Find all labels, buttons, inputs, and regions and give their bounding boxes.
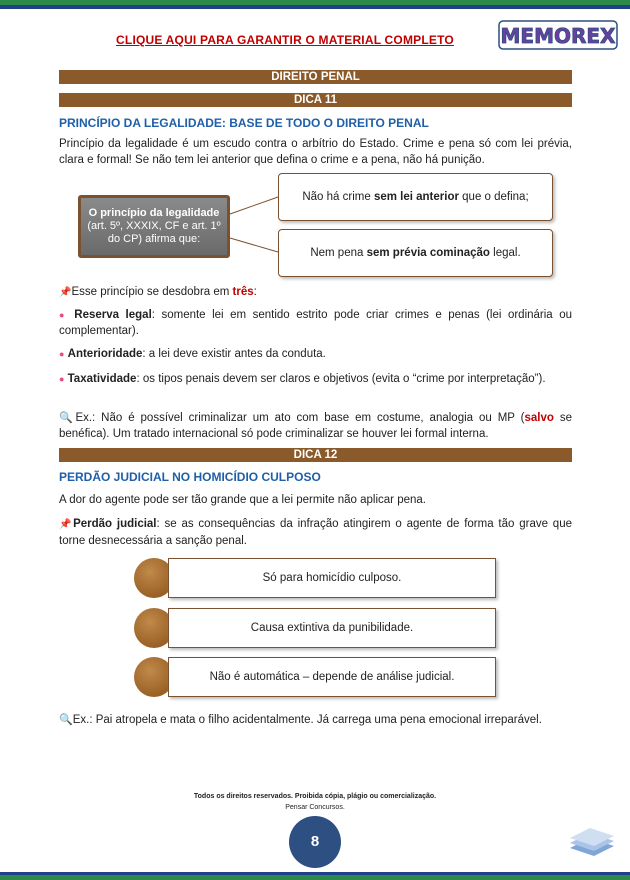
tip12-intro: A dor do agente pode ser tão grande que a lei permite não aplicar pena. <box>59 494 426 506</box>
ribbon-item: Não é automática – depende de análise judicial. <box>134 657 494 697</box>
cta-link[interactable]: CLIQUE AQUI PARA GARANTIR O MATERIAL COMPLETO <box>116 33 454 47</box>
bullet-icon: ● <box>59 374 65 384</box>
no-penalty-box: Nem pena sem prévia cominação legal. <box>278 229 553 277</box>
tip12-definition: 📌Perdão judicial: se as consequências da infração atingirem o agente de forma tão grave que torne desnecessária a sanção penal. <box>59 518 572 547</box>
pushpin-icon: 📌 <box>59 519 74 530</box>
tip11-heading: PRINCÍPIO DA LEGALIDADE: BASE DE TODO O DIREITO PENAL <box>59 116 429 130</box>
tip12-heading: PERDÃO JUDICIAL NO HOMICÍDIO CULPOSO <box>59 470 321 484</box>
page-number: 8 <box>289 816 341 868</box>
principle-rest: (art. 5º, XXXIX, CF e art. 1º do CP) afirma que: <box>87 220 221 245</box>
stack-logo-icon <box>566 828 618 862</box>
pushpin-icon: 📌 <box>59 287 72 298</box>
tip12-bar: DICA 12 <box>59 448 572 462</box>
footer-brand: Pensar Concursos. <box>285 804 345 811</box>
section-bar: DIREITO PENAL <box>59 70 572 84</box>
bottom-color-bar <box>0 872 630 880</box>
principle-bold: O princípio da legalidade <box>88 207 220 219</box>
tip11-bar: DICA 11 <box>59 93 572 107</box>
ribbon-item: Só para homicídio culposo. <box>134 558 494 598</box>
tip11-intro: Princípio da legalidade é um escudo contra o arbítrio do Estado. Crime e pena só com lei prévia, clara e formal! Se não tem lei anterior que defina o crime e a pena, não há punição. <box>59 138 572 166</box>
bullet-icon: ● <box>59 349 65 359</box>
tip11-example: 🔍Ex.: Não é possível criminalizar um ato com base em costume, analogia ou MP (salvo se benéfica). Um tratado internacional só pode criminalizar se houver lei formal interna. <box>59 412 572 440</box>
list-item-anterioridade: ● Anterioridade: a lei deve existir antes da conduta. <box>59 348 326 360</box>
bullet-icon: ● <box>59 310 68 320</box>
logo-text: MEMOREX <box>500 24 616 48</box>
magnifier-icon: 🔍 <box>59 714 73 726</box>
unfold-line: 📌Esse princípio se desdobra em três: <box>59 286 257 298</box>
footer-rights: Todos os direitos reservados. Proibida cópia, plágio ou comercialização. <box>193 793 437 800</box>
magnifier-icon: 🔍 <box>59 412 76 424</box>
ribbon-item: Causa extintiva da punibilidade. <box>134 608 494 648</box>
list-item-reserva: ● Reserva legal: somente lei em sentido estrito pode criar crimes e penas (lei ordinária ou complementar). <box>59 309 573 337</box>
list-item-taxatividade: ● Taxatividade: os tipos penais devem ser claros e objetivos (evita o “crime por interpretação”). <box>59 373 546 385</box>
no-crime-box: Não há crime sem lei anterior que o defina; <box>278 173 553 221</box>
tip12-example: 🔍Ex.: Pai atropela e mata o filho acidentalmente. Já carrega uma pena emocional irreparável. <box>59 714 542 726</box>
legality-principle-box <box>78 195 230 258</box>
